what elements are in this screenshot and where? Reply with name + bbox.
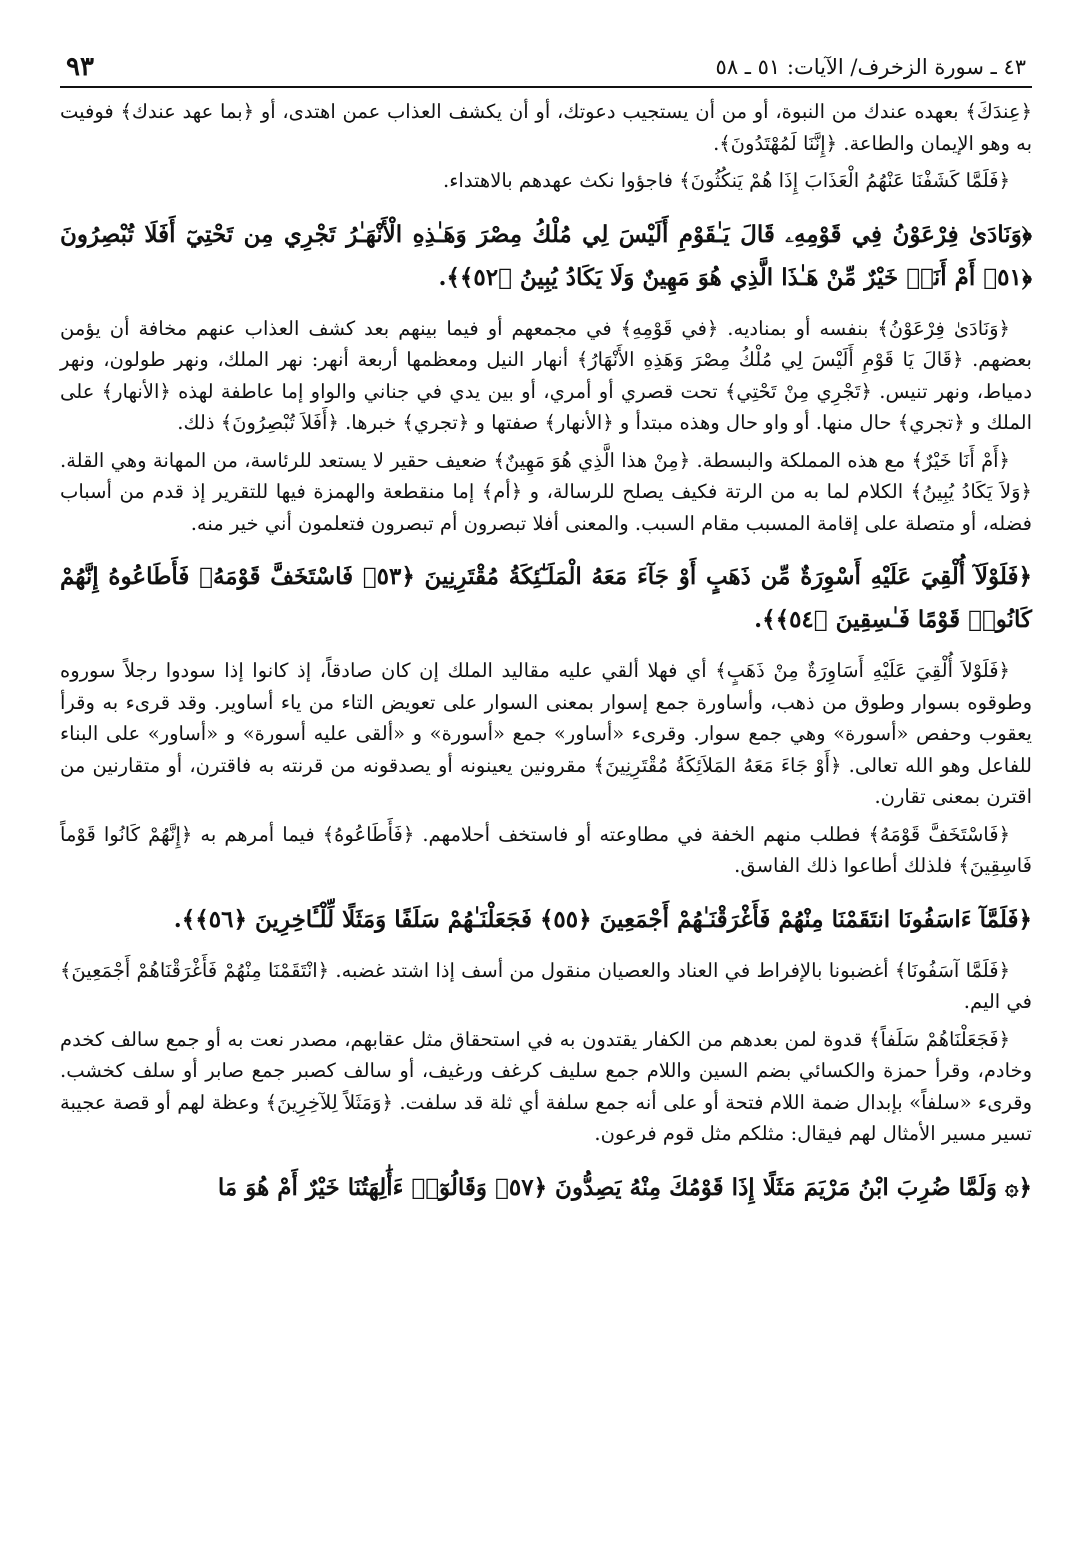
quran-verse: ﴿وَنَادَىٰ فِرْعَوْنُ فِي قَوْمِهِۦ قَالَ يَـٰقَوْمِ أَلَيْسَ لِي مُلْكُ مِصْرَ وَهَـٰذِهِ الْأَنْهَـٰرُ تَجْرِي مِن تَحْتِيٓ أَفَلَا تُبْصِرُونَ ﴿٥١﴾ أَمْ أَنَا۠ خَيْرٌ مِّنْ هَـٰذَا الَّذِي هُوَ مَهِينٌ وَلَا يَكَادُ يُبِينُ ﴿٥٢﴾﴾. — [60, 220, 1032, 291]
commentary-paragraph: ﴿فَاسْتَخَفَّ قَوْمَهُ﴾ فطلب منهم الخفة في مطاوعته أو فاستخف أحلامهم. ﴿فَأَطَاعُوهُ﴾ فيما أمرهم به ﴿إِنَّهُمْ كَانُوا قَوْماً فَاسِقِينَ﴾ فلذلك أطاعوا ذلك الفاسق. — [60, 822, 1032, 877]
book-page — [60, 52, 1032, 1542]
commentary-paragraph: ﴿وَنَادَىٰ فِرْعَوْنُ﴾ بنفسه أو بمناديه. ﴿في قَوْمِهِ﴾ في مجمعهم أو فيما بينهم بعد كشف العذاب عنهم مخافة أن يؤمن بعضهم. ﴿قَالَ يَا قَوْمِ أَلَيْسَ لِي مُلْكُ مِصْرَ وَهَذِهِ الأَنْهَارُ﴾ أنهار النيل ومعظمها أربعة أنهر: نهر الملك، ونهر طولون، ونهر دمياط، ونهر تنيس. ﴿تَجْرِي مِنْ تَحْتِي﴾ تحت قصري أو أمري، أو بين يدي في جناني والواو إما عاطفة لهذه ﴿الأنهار﴾ على الملك و ﴿تجري﴾ حال منها. أو واو حال وهذه مبتدأ و ﴿الأنهار﴾ صفتها و ﴿تجري﴾ خبرها. ﴿أَفَلاَ تُبْصِرُونَ﴾ ذلك. — [60, 316, 1032, 434]
commentary-paragraph: ﴿فَلَوْلاَ أُلْقِيَ عَلَيْهِ أَسَاوِرَةٌ مِنْ ذَهَبٍ﴾ أي فهلا ألقي عليه مقاليد الملك إن كان صادقاً، إذ كانوا إذا سودوا رجلاً سوروه وطوقوه بسوار وطوق من ذهب، وأساورة جمع إسوار بمعنى السوار على تعويض التاء من ياء أساوير. وقد قرىء به وقرأ يعقوب وحفص «أسورة» وهي جمع سوار. وقرىء «أساور» جمع «أسورة» و «ألقى عليه أسورة» و «أساور» على البناء للفاعل وهو الله تعالى. ﴿أَوْ جَاءَ مَعَهُ المَلاَئِكَةُ مُقْتَرِنِينَ﴾ مقرونين يعينونه أو يصدقونه من قرنته به فاقترن، أو متقارنين من اقترن بمعنى تقارن. — [60, 659, 1032, 808]
quran-verse: ﴿۞ وَلَمَّا ضُرِبَ ابْنُ مَرْيَمَ مَثَلًا إِذَا قَوْمُكَ مِنْهُ يَصِدُّونَ ﴿٥٧﴾ وَقَالُوٓا۟ ءَأَٰلِهَتُنَا خَيْرٌ أَمْ هُوَ مَا — [217, 1173, 1032, 1201]
quran-verse: ﴿فَلَمَّآ ءَاسَفُونَا انتَقَمْنَا مِنْهُمْ فَأَغْرَقْنَـٰهُمْ أَجْمَعِينَ ﴿٥٥﴾ فَجَعَلْنَـٰهُمْ سَلَفًا وَمَثَلًا لِّلْـَٔاخِرِينَ ﴿٥٦﴾﴾. — [173, 905, 1032, 933]
commentary-paragraph: ﴿عِندَكَ﴾ بعهده عندك من النبوة، أو من أن يستجيب دعوتك، أو أن يكشف العذاب عمن اهتدى، أو ﴿بما عهد عندك﴾ فوفيت به وهو الإيمان والطاعة. ﴿إِنَّنَا لَمُهْتَدُونَ﴾. — [60, 100, 1032, 155]
surah-title: ٤٣ ـ سورة الزخرف/ الآيات: ٥١ ـ ٥٨ — [715, 55, 1026, 79]
page-number: ٩٣ — [66, 52, 94, 82]
commentary-paragraph: ﴿فَجَعَلْنَاهُمْ سَلَفاً﴾ قدوة لمن بعدهم من الكفار يقتدون به في استحقاق مثل عقابهم، مصدر نعت به أو جمع سالف كخدم وخادم، وقرأ حمزة والكسائي بضم السين واللام جمع سليف كرغف ورغيف، أو سالف كصبر جمع صابر أو سلف كخشب. وقرىء «سلفاً» بإبدال ضمة اللام فتحة أو على أنه جمع سلفة أي ثلة قد سلفت. ﴿وَمَثَلاً لِلآخِرِينَ﴾ وعظة لهم أو قصة عجيبة تسير مسير الأمثال لهم فيقال: مثلكم مثل قوم فرعون. — [60, 1027, 1032, 1145]
commentary-paragraph: ﴿فَلَمَّا آسَفُونَا﴾ أغضبونا بالإفراط في العناد والعصيان منقول من أسف إذا اشتد غضبه. ﴿انْتَقَمْنَا مِنْهُمْ فَأَغْرَقْنَاهُمْ أَجْمَعِينَ﴾ في اليم. — [60, 958, 1032, 1013]
commentary-paragraph: ﴿أَمْ أَنَا خَيْرٌ﴾ مع هذه المملكة والبسطة. ﴿مِنْ هذا الَّذِي هُوَ مَهِينٌ﴾ ضعيف حقير لا يستعد للرئاسة، من المهانة وهي القلة. ﴿وَلاَ يَكَادُ يُبِينُ﴾ الكلام لما به من الرتة فكيف يصلح للرسالة، و ﴿أم﴾ إما منقطعة والهمزة فيها للتقرير إذ قدم من أسباب فضله، أو متصلة على إقامة المسبب مقام السبب. والمعنى أفلا تبصرون أم تبصرون فتعلمون أني خير منه. — [60, 448, 1032, 535]
page-body — [60, 88, 1032, 1209]
quran-verse: ﴿فَلَوْلَآ أُلْقِيَ عَلَيْهِ أَسْوِرَةٌ مِّن ذَهَبٍ أَوْ جَآءَ مَعَهُ الْمَلَـٰٓئِكَةُ مُقْتَرِنِينَ ﴿٥٣﴾ فَاسْتَخَفَّ قَوْمَهُۥ فَأَطَاعُوهُ إِنَّهُمْ كَانُوا۟ قَوْمًا فَـٰسِقِينَ ﴿٥٤﴾﴾. — [60, 563, 1032, 633]
running-header — [60, 52, 1032, 88]
commentary-paragraph: ﴿فَلَمَّا كَشَفْنَا عَنْهُمُ الْعَذَابَ إِذَا هُمْ يَنكُثُونَ﴾ فاجؤوا نكث عهدهم بالاهتداء. — [443, 169, 1010, 192]
